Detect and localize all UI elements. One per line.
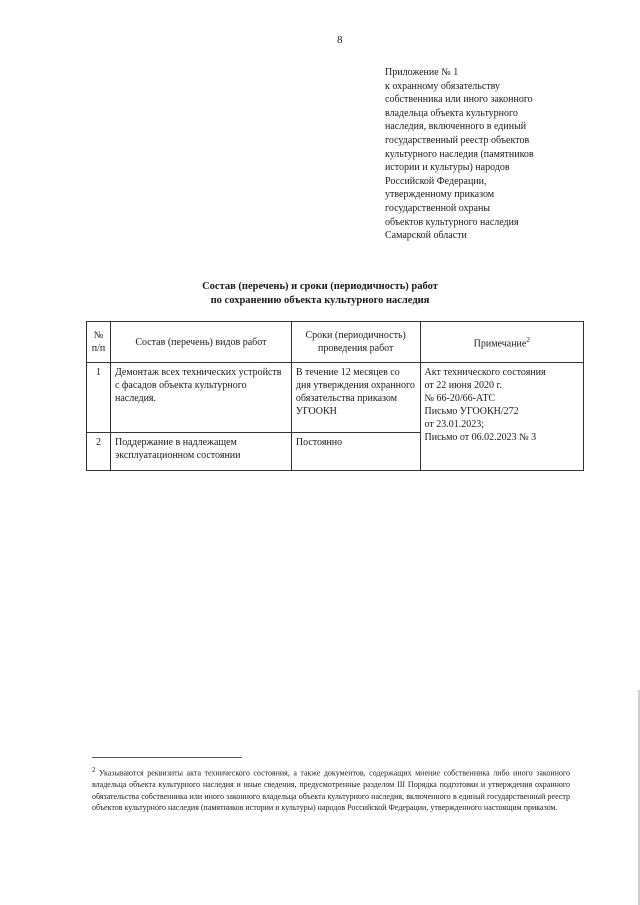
appendix-line: культурного наследия (памятников: [385, 148, 534, 160]
appendix-line: объектов культурного наследия: [385, 216, 519, 228]
page-number: 8: [337, 34, 343, 46]
row-num: 2: [87, 433, 111, 471]
footnote-divider: [92, 757, 242, 758]
row-note: [420, 363, 584, 471]
appendix-line: государственный реестр объектов: [385, 134, 530, 146]
table-header-row: [87, 322, 584, 363]
row-works: Поддержание в надлежащем эксплуатационном состоянии: [110, 433, 291, 471]
table-row: [87, 363, 584, 433]
appendix-line: Российской Федерации,: [385, 175, 487, 187]
works-table: [86, 321, 584, 471]
note-line: Письмо от 06.02.2023 № 3: [424, 432, 537, 443]
header-note: [420, 322, 584, 363]
row-terms: В течение 12 месяцев со дня утверждения охранного обязательства приказом УГООКН: [291, 363, 420, 433]
footnote-mark: 2: [92, 766, 96, 774]
appendix-line: собственника или иного законного: [385, 94, 533, 106]
appendix-header: [385, 66, 585, 243]
header-works: Состав (перечень) видов работ: [110, 322, 291, 363]
header-note-label: Примечание: [473, 338, 527, 350]
row-works: Демонтаж всех технических устройств с фасадов объекта культурного наследия.: [110, 363, 291, 433]
note-line: № 66-20/66-АТС: [424, 393, 496, 404]
footnote-text: Указываются реквизиты акта технического состояния, а также документов, содержащих мнение собственника либо иного законного владельца объекта культурного наследия и иные сведения, предусмотренные разделом III Порядка подготовки и утверждения охранного обязательства собственника или иного законного владельца объекта культурного наследия, включенного в единый государственный реестр объектов культурного наследия (памятников истории и культуры) народов Российской Федерации, утвержденного настоящим приказом.: [92, 768, 571, 813]
note-line: Акт технического состояния: [424, 367, 546, 378]
row-terms: Постоянно: [291, 433, 420, 471]
appendix-line: государственной охраны: [385, 202, 491, 214]
footnote-ref: 2: [526, 335, 530, 344]
appendix-line: владельца объекта культурного: [385, 107, 518, 119]
appendix-line: Приложение № 1: [385, 67, 459, 78]
footnote: [92, 765, 570, 814]
appendix-line: истории и культуры) народов: [385, 162, 510, 174]
appendix-line: утвержденному приказом: [385, 189, 495, 201]
title-line-1: Состав (перечень) и сроки (периодичность) работ: [202, 281, 438, 292]
appendix-line: Самарской области: [385, 230, 467, 242]
row-num: 1: [87, 363, 111, 433]
appendix-line: наследия, включенного в единый: [385, 121, 527, 133]
note-line: от 23.01.2023;: [424, 419, 485, 430]
note-line: от 22 июня 2020 г.: [424, 380, 502, 391]
header-terms: Сроки (периодичность) проведения работ: [291, 322, 420, 363]
title-line-2: по сохранению объекта культурного наследия: [210, 295, 430, 306]
appendix-line: к охранному обязательству: [385, 80, 501, 92]
header-num: № п/п: [87, 322, 111, 363]
document-title: [0, 280, 640, 308]
note-line: Письмо УГООКН/272: [424, 406, 519, 417]
